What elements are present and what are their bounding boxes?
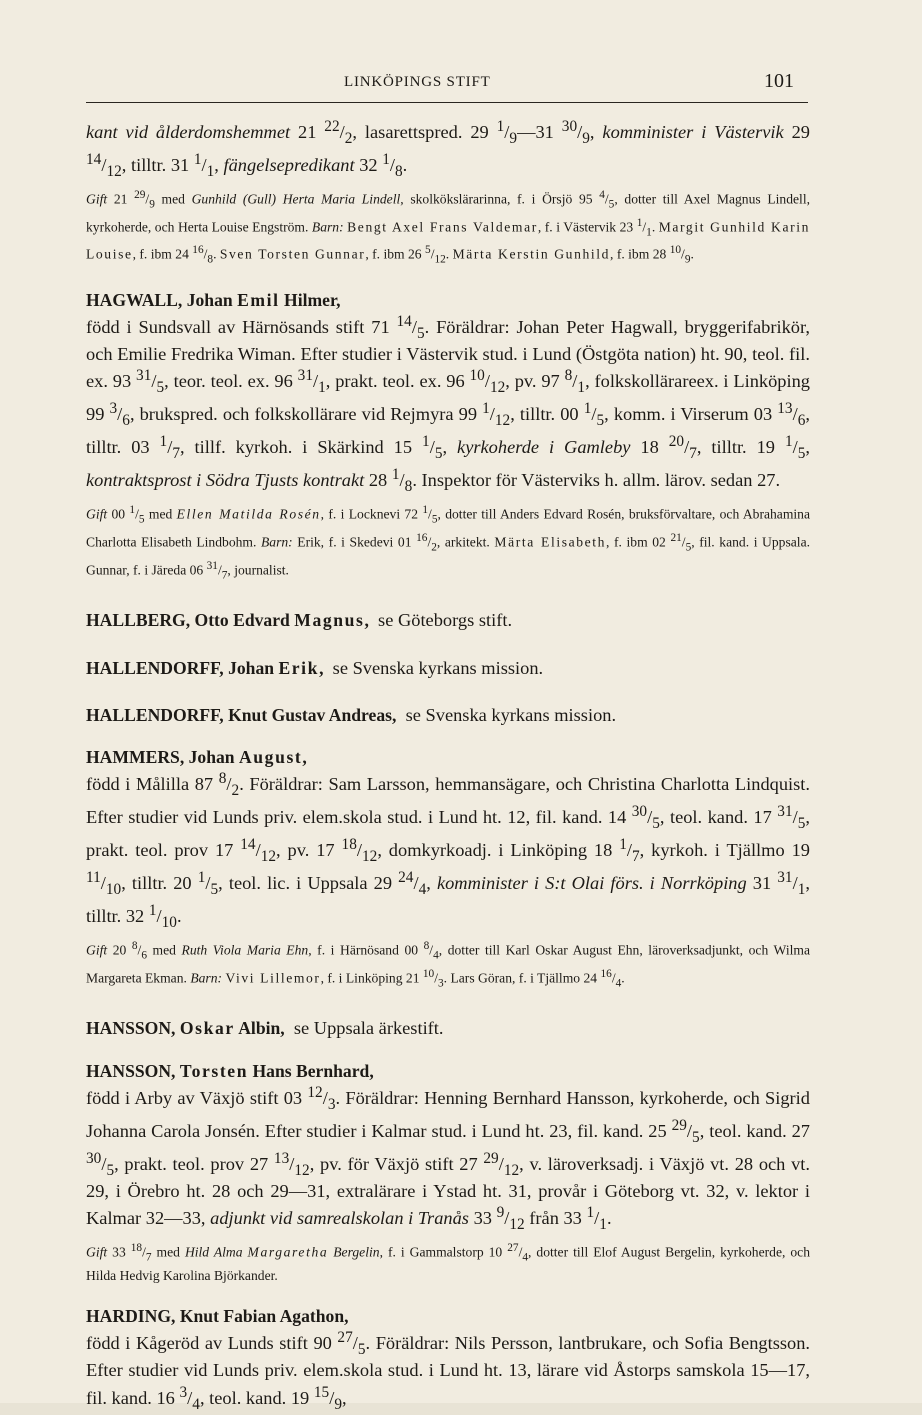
family-note: Gift 21 $^{29}/_9$ med Gunhild (Gull) Herta Maria Lindell, skolkökslärarinna, f. i Örsjö 95 $^4/_5$, dotter till Axel Magnus Lindell, kyrkoherde, och Herta Louise Engström. Barn: Bengt Axel Frans Valdemar, f. i Västervik 23 $^1/_1$. Margit Gunhild Karin Louise, f. ibm 24 $^{16}/_8$. Sven Torsten Gunnar, f. ibm 26 $^5/_{12}$. Märta Kerstin Gunhild, f. ibm 28 $^{10}/_9$. <box>86 189 811 266</box>
entry-text: HALLENDORFF, Knut Gustav Andreas, se Svenska kyrkans mission. <box>86 704 617 725</box>
biography-entry <box>86 1061 810 1285</box>
person-name: HALLBERG, Otto Edvard Magnus, <box>86 610 369 631</box>
biography-entry <box>86 1306 810 1414</box>
biography-entry <box>86 747 810 993</box>
family-note: Gift 33 $^{18}/_7$ med Hild Alma Margaretha Bergelin, f. i Gammalstorp 10 $^{27}/_4$, dotter till Elof August Bergelin, kyrkoherde, och Hilda Hedvig Karolina Björkander. <box>86 1242 811 1283</box>
cross-reference-entry <box>86 1018 810 1039</box>
entry-text: HANSSON, Oskar Albin, se Uppsala ärkestift. <box>86 1018 444 1039</box>
entry-text: HAGWALL, Johan Emil Hilmer, född i Sundsvall av Härnösands stift 71 $^{14}/_5$. Föräldrar: Johan Peter Hagwall, bryggerifabrikör, och Emilie Fredrika Wiman. Efter studier i Västervik stud. i Lund (Östgöta nation) ht. 90, teol. fil. ex. 93 $^{31}/_5$, teor. teol. ex. 96 $^{31}/_1$, prakt. teol. ex. 96 $^{10}/_{12}$, pv. 97 $^8/_1$, folkskollärareex. i Linköping 99 $^3/_6$, brukspred. och folkskollärare vid Rejmyra 99 $^1/_{12}$, tilltr. 00 $^1/_5$, komm. i Virserum 03 $^{13}/_6$, tilltr. 03 $^1/_7$, tillf. kyrkoh. i Skärkind 15 $^1/_5$, kyrkoherde i Gamleby 18 $^{20}/_7$, tilltr. 19 $^1/_5$, kontraktsprost i Södra Tjusts kontrakt 28 $^1/_8$. Inspektor för Västerviks h. allm. lärov. sedan 27. <box>86 289 811 496</box>
biography-entry <box>86 116 810 269</box>
person-name: HANSSON, Oskar Albin, <box>86 1018 285 1039</box>
cross-reference-entry <box>86 610 810 631</box>
cross-reference-entry <box>86 705 810 726</box>
page-header <box>86 66 808 103</box>
entry-text: HALLBERG, Otto Edvard Magnus, se Göteborgs stift. <box>86 610 513 631</box>
entry-text: HALLENDORFF, Johan Erik, se Svenska kyrkans mission. <box>86 657 544 678</box>
person-name: HAMMERS, Johan August, <box>86 746 307 767</box>
person-name: HARDING, Knut Fabian Agathon, <box>86 1306 349 1327</box>
entry-text: kant vid ålderdomshemmet 21 $^{22}/_2$, lasarettspred. 29 $^1/_9—31$ $^{30}/_9$, komminister i Västervik 29 $^{14}/_{12}$, tilltr. 31 $^1/_1$, fängelsepredikant 32 $^1/_8$. <box>86 118 810 180</box>
page-number: 101 <box>764 70 794 92</box>
running-head: LINKÖPINGS STIFT <box>344 74 491 90</box>
person-name: HALLENDORFF, Knut Gustav Andreas, <box>86 704 397 725</box>
biography-entry <box>86 290 810 584</box>
family-note: Gift 00 $^1/_5$ med Ellen Matilda Rosén, f. i Locknevi 72 $^1/_5$, dotter till Anders Edvard Rosén, bruksförvaltare, och Abrahamina Charlotta Elisabeth Lindbohm. Barn: Erik, f. i Skedevi 01 $^{16}/_2$, arkitekt. Märta Elisabeth, f. ibm 02 $^{21}/_5$, fil. kand. i Uppsala. Gunnar, f. i Järeda 06 $^{31}/_7$, journalist. <box>86 504 811 581</box>
person-name: HALLENDORFF, Johan Erik, <box>86 657 324 678</box>
biography-entries <box>86 116 810 1415</box>
person-name: HANSSON, Torsten Hans Bernhard, <box>86 1060 374 1081</box>
family-note: Gift 20 $^8/_6$ med Ruth Viola Maria Ehn, f. i Härnösand 00 $^8/_4$, dotter till Karl Oskar August Ehn, läroverksadjunkt, och Wilma Margareta Ekman. Barn: Vivi Lillemor, f. i Linköping 21 $^{10}/_3$. Lars Göran, f. i Tjällmo 24 $^{16}/_4$. <box>86 940 811 990</box>
entry-text: HANSSON, Torsten Hans Bernhard, född i Arby av Växjö stift 03 $^{12}/_3$. Föräldrar: Henning Bernhard Hansson, kyrkoherde, och Sigrid Johanna Carola Jonsén. Efter studier i Kalmar stud. i Lund ht. 23, fil. kand. 25 $^{29}/_5$, teol. kand. 27 $^{30}/_5$, prakt. teol. prov 27 $^{13}/_{12}$, pv. för Växjö stift 27 $^{29}/_{12}$, v. läroverksadj. i Växjö vt. 28 och vt. 29, i Örebro ht. 28 och 29—31, extralärare i Ystad ht. 31, provår i Göteborg vt. 32, v. lektor i Kalmar 32—33, adjunkt vid samrealskolan i Tranås 33 $^9/_{12}$ från 33 $^1/_1$. <box>86 1060 810 1233</box>
entry-text: HARDING, Knut Fabian Agathon, född i Kågeröd av Lunds stift 90 $^{27}/_5$. Föräldrar: Nils Persson, lantbrukare, och Sofia Bengtsson. Efter studier vid Lunds priv. elem.skola stud. i Lund ht. 13, lärare vid Åstorps samskola 15—17, fil. kand. 16 $^3/_4$, teol. kand. 19 $^{15}/_9$, <box>86 1306 811 1413</box>
person-name: HAGWALL, Johan Emil Hilmer, <box>86 289 341 310</box>
cross-reference-entry <box>86 658 810 679</box>
entry-text: HAMMERS, Johan August, född i Målilla 87 $^8/_2$. Föräldrar: Sam Larsson, hemmansägare, och Christina Charlotta Lindquist. Efter studier vid Lunds priv. elem.skola stud. i Lund ht. 12, fil. kand. 14 $^{30}/_5$, teol. kand. 17 $^{31}/_5$, prakt. teol. prov 17 $^{14}/_{12}$, pv. 17 $^{18}/_{12}$, domkyrkoadj. i Linköping 18 $^1/_7$, kyrkoh. i Tjällmo 19 $^{11}/_{10}$, tilltr. 20 $^1/_5$, teol. lic. i Uppsala 29 $^{24}/_4$, komminister i S:t Olai förs. i Norrköping 31 $^{31}/_1$, tilltr. 32 $^1/_{10}$. <box>86 746 811 931</box>
